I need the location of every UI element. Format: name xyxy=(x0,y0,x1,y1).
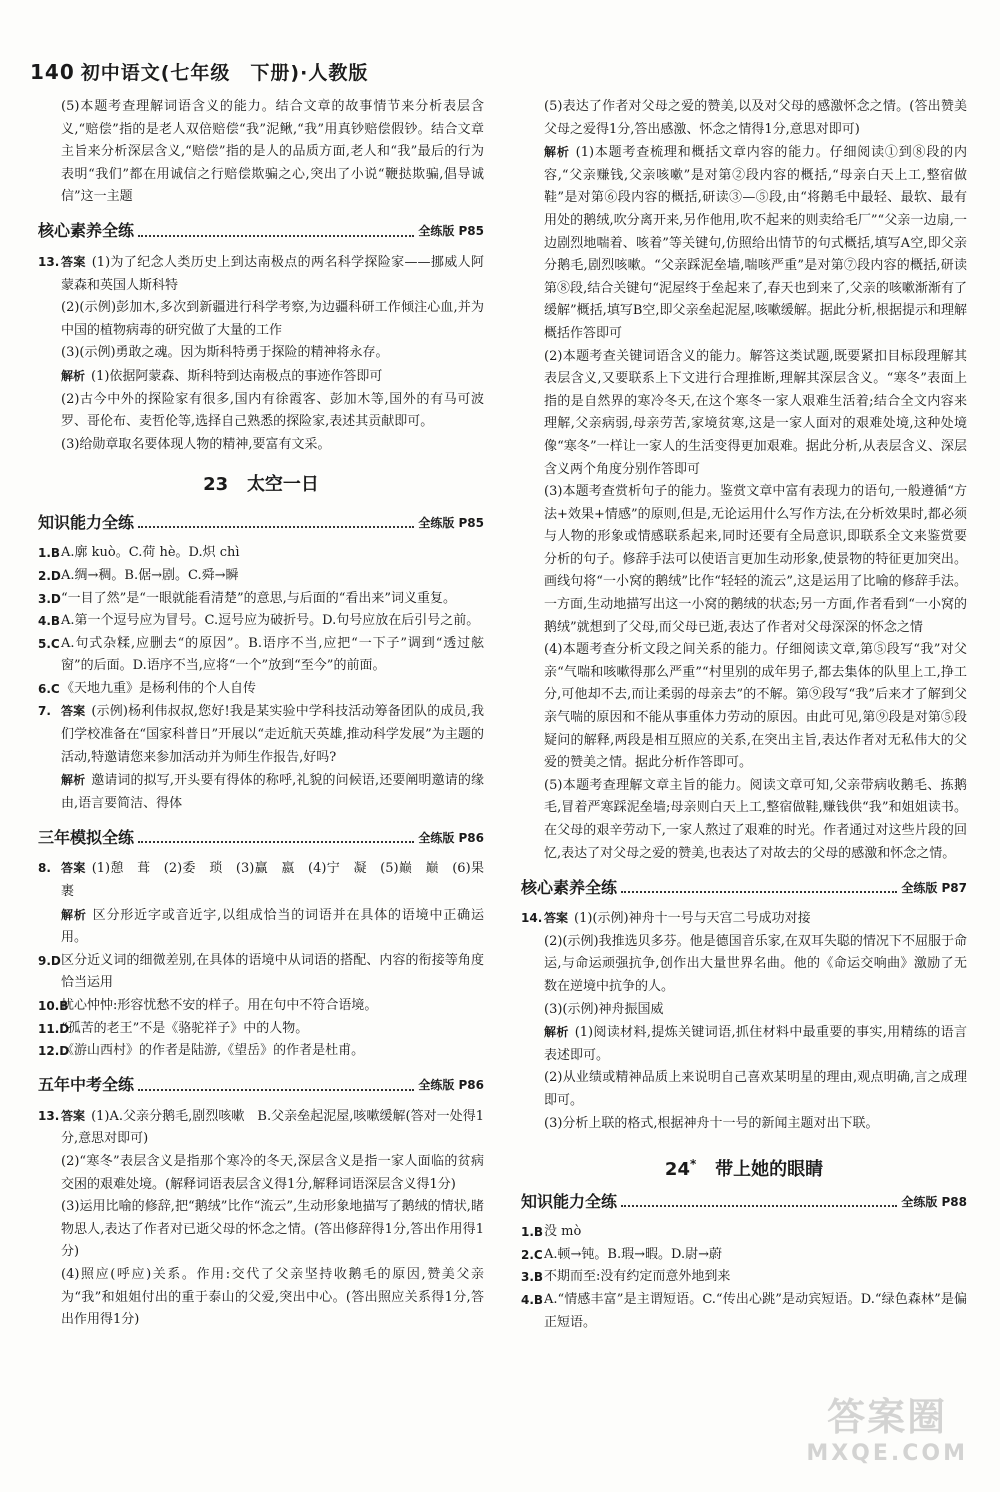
section-rule xyxy=(621,1205,897,1207)
question-number: 1.B xyxy=(38,546,61,561)
section-rule xyxy=(138,526,414,528)
lesson-mark: * xyxy=(689,1157,697,1172)
answer-label: 答案 xyxy=(61,861,86,876)
question-item xyxy=(521,1289,967,1334)
question-number: 13. xyxy=(38,1108,60,1123)
answer-label: 答案 xyxy=(61,1108,86,1123)
lesson-number: 23 xyxy=(203,474,229,496)
page-number: 140 xyxy=(30,60,75,84)
question-number: 2.D xyxy=(38,568,61,583)
analysis-label: 解析 xyxy=(61,773,86,788)
question-item xyxy=(38,1040,484,1063)
question-number: 2.C xyxy=(521,1247,543,1262)
question-14 xyxy=(521,907,967,1135)
section-rule xyxy=(138,841,414,843)
question-item xyxy=(38,995,484,1018)
lesson-title xyxy=(38,470,484,500)
section-ref: 全练版 P86 xyxy=(418,830,484,845)
section-title: 三年模拟全练 xyxy=(38,827,135,847)
intro-paragraph: (5)本题考查理解词语含义的能力。结合文章的故事情节来分析表层含义,“赔偿”指的是老人双倍赔偿“我”泥鳅,“我”用真钞赔偿假钞。结合文章主旨来分析深层含义,“赔偿”指的是人的品质方面,老人和“我”最后的行为表明“我们”都在用诚信之行赔偿欺骗之心,突出了小说“鞭挞欺骗,倡导诚信”这一主题 xyxy=(61,99,484,205)
section-header xyxy=(521,875,967,899)
question-item xyxy=(38,588,484,611)
question-answer: A.顿→钝。B.瑕→暇。D.尉→蔚 xyxy=(544,1246,722,1262)
answer-text: (1)憩 葺 (2)委 琐 (3)赢 嬴 (4)宁 凝 (5)巅 巅 (6)果 裹 xyxy=(61,861,497,900)
question-answer: A.绸→稠。B.倨→剧。C.舜→瞬 xyxy=(61,567,239,583)
section-title: 核心素养全练 xyxy=(521,877,618,897)
answer-text: (3)(示例)勇敢之魂。因为斯科特勇于探险的精神将永存。 xyxy=(61,345,389,361)
answer-text: (4)照应(呼应)关系。作用:交代了父亲坚持收鹅毛的原因,赞美父亲为“我”和姐姐付出的重于泰山的父爱,突出中心。(答出照应关系得1分,答出作用得1分) xyxy=(61,1266,484,1328)
answer-text: (2)“寒冬”表层含义是指那个寒冷的冬天,深层含义是指一家人面临的贫病交困的艰难处境。(解释词语表层含义得1分,解释词语深层含义得1分) xyxy=(61,1153,484,1192)
analysis-text: (3)本题考查赏析句子的能力。鉴赏文章中富有表现力的语句,一般遵循“方法+效果+情感”的原则,但是,无论运用什么写作方法,在分析效果时,都必须与人物的形象或情感联系起来,同时还要有全局意识,即联系全文来鉴赏要分析的句子。修辞手法可以使语言更加生动形象,使景物的特征更加突出。画线句将“一小窝的鹅绒”比作“轻轻的流云”,这是运用了比喻的修辞手法。一方面,生动地描写出这一小窝的鹅绒的状态;另一方面,作者看到“一小窝的鹅绒”就想到了父母,而父母已逝,表达了作者对父母深深的怀念之情 xyxy=(544,484,967,635)
section-header xyxy=(38,510,484,534)
analysis-text: (1)依据阿蒙森、斯科特到达南极点的事迹作答即可 xyxy=(91,368,383,384)
lesson-number: 24 xyxy=(664,1159,690,1181)
question-answer: 《天地九重》是杨利伟的个人自传 xyxy=(61,680,257,696)
section-header xyxy=(38,1073,484,1097)
question-item xyxy=(521,1244,967,1267)
section-title: 核心素养全练 xyxy=(38,221,135,241)
right-column xyxy=(521,96,967,1334)
question-number: 5.C xyxy=(38,636,60,651)
question-item xyxy=(521,1266,967,1289)
section-header xyxy=(38,825,484,849)
question-answer: “孤苦的老王”不是《骆驼祥子》中的人物。 xyxy=(61,1020,309,1036)
question-number: 11.D xyxy=(38,1021,70,1036)
question-number: 12.D xyxy=(38,1044,70,1059)
analysis-text: 区分形近字或音近字,以组成恰当的词语并在具体的语境中正确运用。 xyxy=(61,907,484,946)
answer-text: (1)(示例)神舟十一号与天宫二号成功对接 xyxy=(574,911,811,927)
answer-text: (1)为了纪念人类历史上到达南极点的两名科学探险家——挪威人阿蒙森和英国人斯科特 xyxy=(61,254,484,293)
left-column xyxy=(38,96,497,1332)
question-item xyxy=(38,542,484,565)
question-answer: “一目了然”是“一眼就能看清楚”的意思,与后面的“看出来”词义重复。 xyxy=(61,590,457,606)
question-8 xyxy=(38,857,497,949)
lesson-name: 带上她的眼睛 xyxy=(715,1159,824,1181)
question-answer: A.第一个逗号应为冒号。C.逗号应为破折号。D.句号应放在后引号之前。 xyxy=(61,613,480,629)
question-number: 3.B xyxy=(521,1270,544,1285)
analysis-text: (3)给勋章取名要体现人物的精神,要富有文采。 xyxy=(61,436,331,452)
question-13b xyxy=(38,1105,484,1332)
question-answer: A.句式杂糅,应删去“的原因”。B.语序不当,应把“一下子”调到“透过舷窗”的后面。D.语序不当,应将“一个”放到“至今”的前面。 xyxy=(61,635,484,674)
question-answer: 忧心忡忡:形容忧愁不安的样子。用在句中不符合语境。 xyxy=(61,998,378,1013)
section-header xyxy=(521,1189,967,1213)
question-number: 4.B xyxy=(38,614,61,629)
analysis-text: 邀请词的拟写,开头要有得体的称呼,礼貌的问候语,还要阐明邀请的缘由,语言要简洁、得体 xyxy=(61,773,484,811)
watermark-url: MXQE.COM xyxy=(806,1441,968,1466)
section-ref: 全练版 P85 xyxy=(418,224,484,239)
section-title: 知识能力全练 xyxy=(38,512,135,532)
question-answer: 区分近义词的细微差别,在具体的语境中从词语的搭配、内容的衔接等角度恰当运用 xyxy=(61,952,484,991)
answer-text: (5)表达了作者对父母之爱的赞美,以及对父母的感激怀念之情。(答出赞美父母之爱得1分,答出感激、怀念之情得1分,意思对即可) xyxy=(544,99,967,137)
section-ref: 全练版 P87 xyxy=(901,880,967,895)
analysis-text: (5)本题考查理解文章主旨的能力。阅读文章可知,父亲带病收鹅毛、拣鹅毛,冒着严寒踩泥垒墙;母亲则白天上工,整宿做鞋,赚钱供“我”和姐姐读书。在父母的艰辛劳动下,一家人熬过了艰难的时光。作者通过对这些片段的回忆,表达了对父母之爱的赞美,也表达了对故去的父母的感激和怀念之情。 xyxy=(544,777,967,861)
answer-text: (3)运用比喻的修辞,把“鹅绒”比作“流云”,生动形象地描写了鹅绒的情状,睹物思人,表达了作者对已逝父母的怀念之情。(答出修辞得1分,答出作用得1分) xyxy=(61,1199,484,1260)
analysis-label: 解析 xyxy=(61,368,86,383)
section-rule xyxy=(621,891,897,893)
lesson-title xyxy=(521,1149,967,1179)
answer-text: (2)(示例)我推选贝多芬。他是德国音乐家,在双耳失聪的情况下不屈服于命运,与命运顽强抗争,创作出大量世界名曲。他的《命运交响曲》激励了无数在逆境中抗争的人。 xyxy=(544,933,967,994)
analysis-text: (2)古今中外的探险家有很多,国内有徐霞客、彭加木等,国外的有马可波罗、哥伦布、麦哲伦等,选择自己熟悉的探险家,表述其贡献即可。 xyxy=(61,391,484,430)
analysis-text: (4)本题考查分析文段之间关系的能力。仔细阅读文章,第⑤段写“我”对父亲“气喘和咳嗽得那么严重”“村里别的成年男子,都去集体的队里上工,挣工分,可他却不去,而让柔弱的母亲去”的不解。第⑨段写“我”后来才了解到父亲气喘的原因和不能从事重体力劳动的原因。由此可见,第⑨段是对第⑤段疑问的解释,两段是相互照应的关系,在突出主旨,表达作者对无私伟大的父爱的赞美之情。据此分析作答即可。 xyxy=(544,642,967,771)
answer-text: (2)(示例)彭加木,多次到新疆进行科学考察,为边疆科研工作倾注心血,并为中国的植物病毒的研究做了大量的工作 xyxy=(61,300,484,338)
question-number: 1.B xyxy=(521,1225,544,1240)
lesson-name: 太空一日 xyxy=(246,474,319,496)
analysis-text: (1)阅读材料,提炼关键词语,抓住材料中最重要的事实,用精练的语言表述即可。 xyxy=(544,1025,967,1063)
question-number: 13. xyxy=(38,254,60,269)
section-ref: 全练版 P86 xyxy=(418,1078,484,1093)
question-item xyxy=(38,678,484,701)
analysis-text: (1)本题考查梳理和概括文章内容的能力。仔细阅读①到⑧段的内容,“父亲赚钱,父亲咳嗽”是对第②段内容的概括,“母亲白天上工,整宿做鞋”是对第⑥段内容的概括,研读③—⑤段,由“将鹅毛中最轻、最软、最有用处的鹅绒,吹分离开来,另作他用,吹不起来的则卖给毛厂”“父亲一边扇,一边剧烈地喘着、咳着”等关键句,仿照给出情节的句式概括,填写A空,即父亲分鹅毛,剧烈咳嗽。“父亲踩泥垒墙,喘咳严重”是对第⑦段内容的概括,研读第⑧段,结合关键句“泥屋终于垒起来了,春天也到来了,父亲的咳嗽渐渐有了缓解”概括,填写B空,即父亲垒起泥屋,咳嗽缓解。据此分析,根据提示和理解概括作答即可 xyxy=(544,145,967,341)
section-title: 知识能力全练 xyxy=(521,1191,618,1211)
analysis-text: (3)分析上联的格式,根据神舟十一号的新闻主题对出下联。 xyxy=(544,1115,879,1131)
analysis-text: (2)从业绩或精神品质上来说明自己喜欢某明星的理由,观点明确,言之成理即可。 xyxy=(544,1070,967,1108)
analysis-label: 解析 xyxy=(544,145,570,160)
analysis-label: 解析 xyxy=(61,907,87,922)
watermark-text: 答案圈 xyxy=(827,1395,948,1439)
question-number: 10.B xyxy=(38,999,69,1013)
section-title: 五年中考全练 xyxy=(38,1075,135,1095)
section-ref: 全练版 P88 xyxy=(901,1194,967,1209)
section-rule xyxy=(138,1089,414,1091)
book-title: 初中语文(七年级 下册)·人教版 xyxy=(80,62,369,84)
question-item xyxy=(38,633,484,678)
question-7 xyxy=(38,700,484,815)
answer-text: (1)A.父亲分鹅毛,剧烈咳嗽 B.父亲垒起泥屋,咳嗽缓解(答对一处得1分,意思对即可) xyxy=(61,1108,484,1147)
question-number: 9.D xyxy=(38,953,61,968)
section-rule xyxy=(138,235,414,237)
question-item xyxy=(38,1018,484,1041)
question-answer: A.“情感丰富”是主谓短语。C.“传出心跳”是动宾短语。D.“绿色森林”是偏正短语。 xyxy=(544,1291,967,1330)
question-answer: 不期而至:没有约定而意外地到来 xyxy=(544,1269,731,1285)
question-number: 7. xyxy=(38,704,51,719)
analysis-text: (2)本题考查关键词语含义的能力。解答这类试题,既要紧扣目标段理解其表层含义,又要联系上下文进行合理推断,理解其深层含义。“寒冬”表面上指的是自然界的寒冷冬天,在这个寒冬一家人艰难生活着;结合全文内容来理解,父亲病弱,母亲劳苦,家境贫寒,这是一家人面对的艰难处境,这种处境像“寒冬”一样让一家人的生活变得更加艰难。据此分析,从表层含义、深层含义两个角度分别作答即可 xyxy=(544,348,967,477)
answer-label: 答案 xyxy=(61,254,86,269)
section-ref: 全练版 P85 xyxy=(418,515,484,530)
question-item xyxy=(38,565,484,588)
question-number: 6.C xyxy=(38,681,60,696)
question-answer: 《游山西村》的作者是陆游,《望岳》的作者是杜甫。 xyxy=(61,1043,365,1059)
question-13 xyxy=(38,251,484,456)
question-item xyxy=(38,610,484,633)
analysis-label: 解析 xyxy=(544,1025,569,1040)
question-number: 14. xyxy=(521,911,543,926)
answer-text: (示例)杨利伟叔叔,您好!我是某实验中学科技活动筹备团队的成员,我们学校准备在“国家科普日”开展以“走近航天英雄,推动科学发展”为主题的活动,特邀请您来参加活动并为师生作报告,好吗? xyxy=(61,704,484,765)
question-answer: A.廓 kuò。C.荷 hè。D.炽 chì xyxy=(61,545,240,561)
question-number: 8. xyxy=(38,861,51,876)
page-header xyxy=(30,58,368,85)
site-watermark xyxy=(806,1386,968,1466)
question-item xyxy=(38,950,484,995)
section-header xyxy=(38,219,484,243)
answer-label: 答案 xyxy=(544,911,569,926)
answer-text: (3)(示例)神舟振国威 xyxy=(544,1001,664,1017)
question-number: 4.B xyxy=(521,1292,544,1307)
question-answer: 没 mò xyxy=(544,1224,582,1240)
question-number: 3.D xyxy=(38,591,61,606)
question-item xyxy=(521,1221,967,1244)
answer-label: 答案 xyxy=(61,704,86,719)
